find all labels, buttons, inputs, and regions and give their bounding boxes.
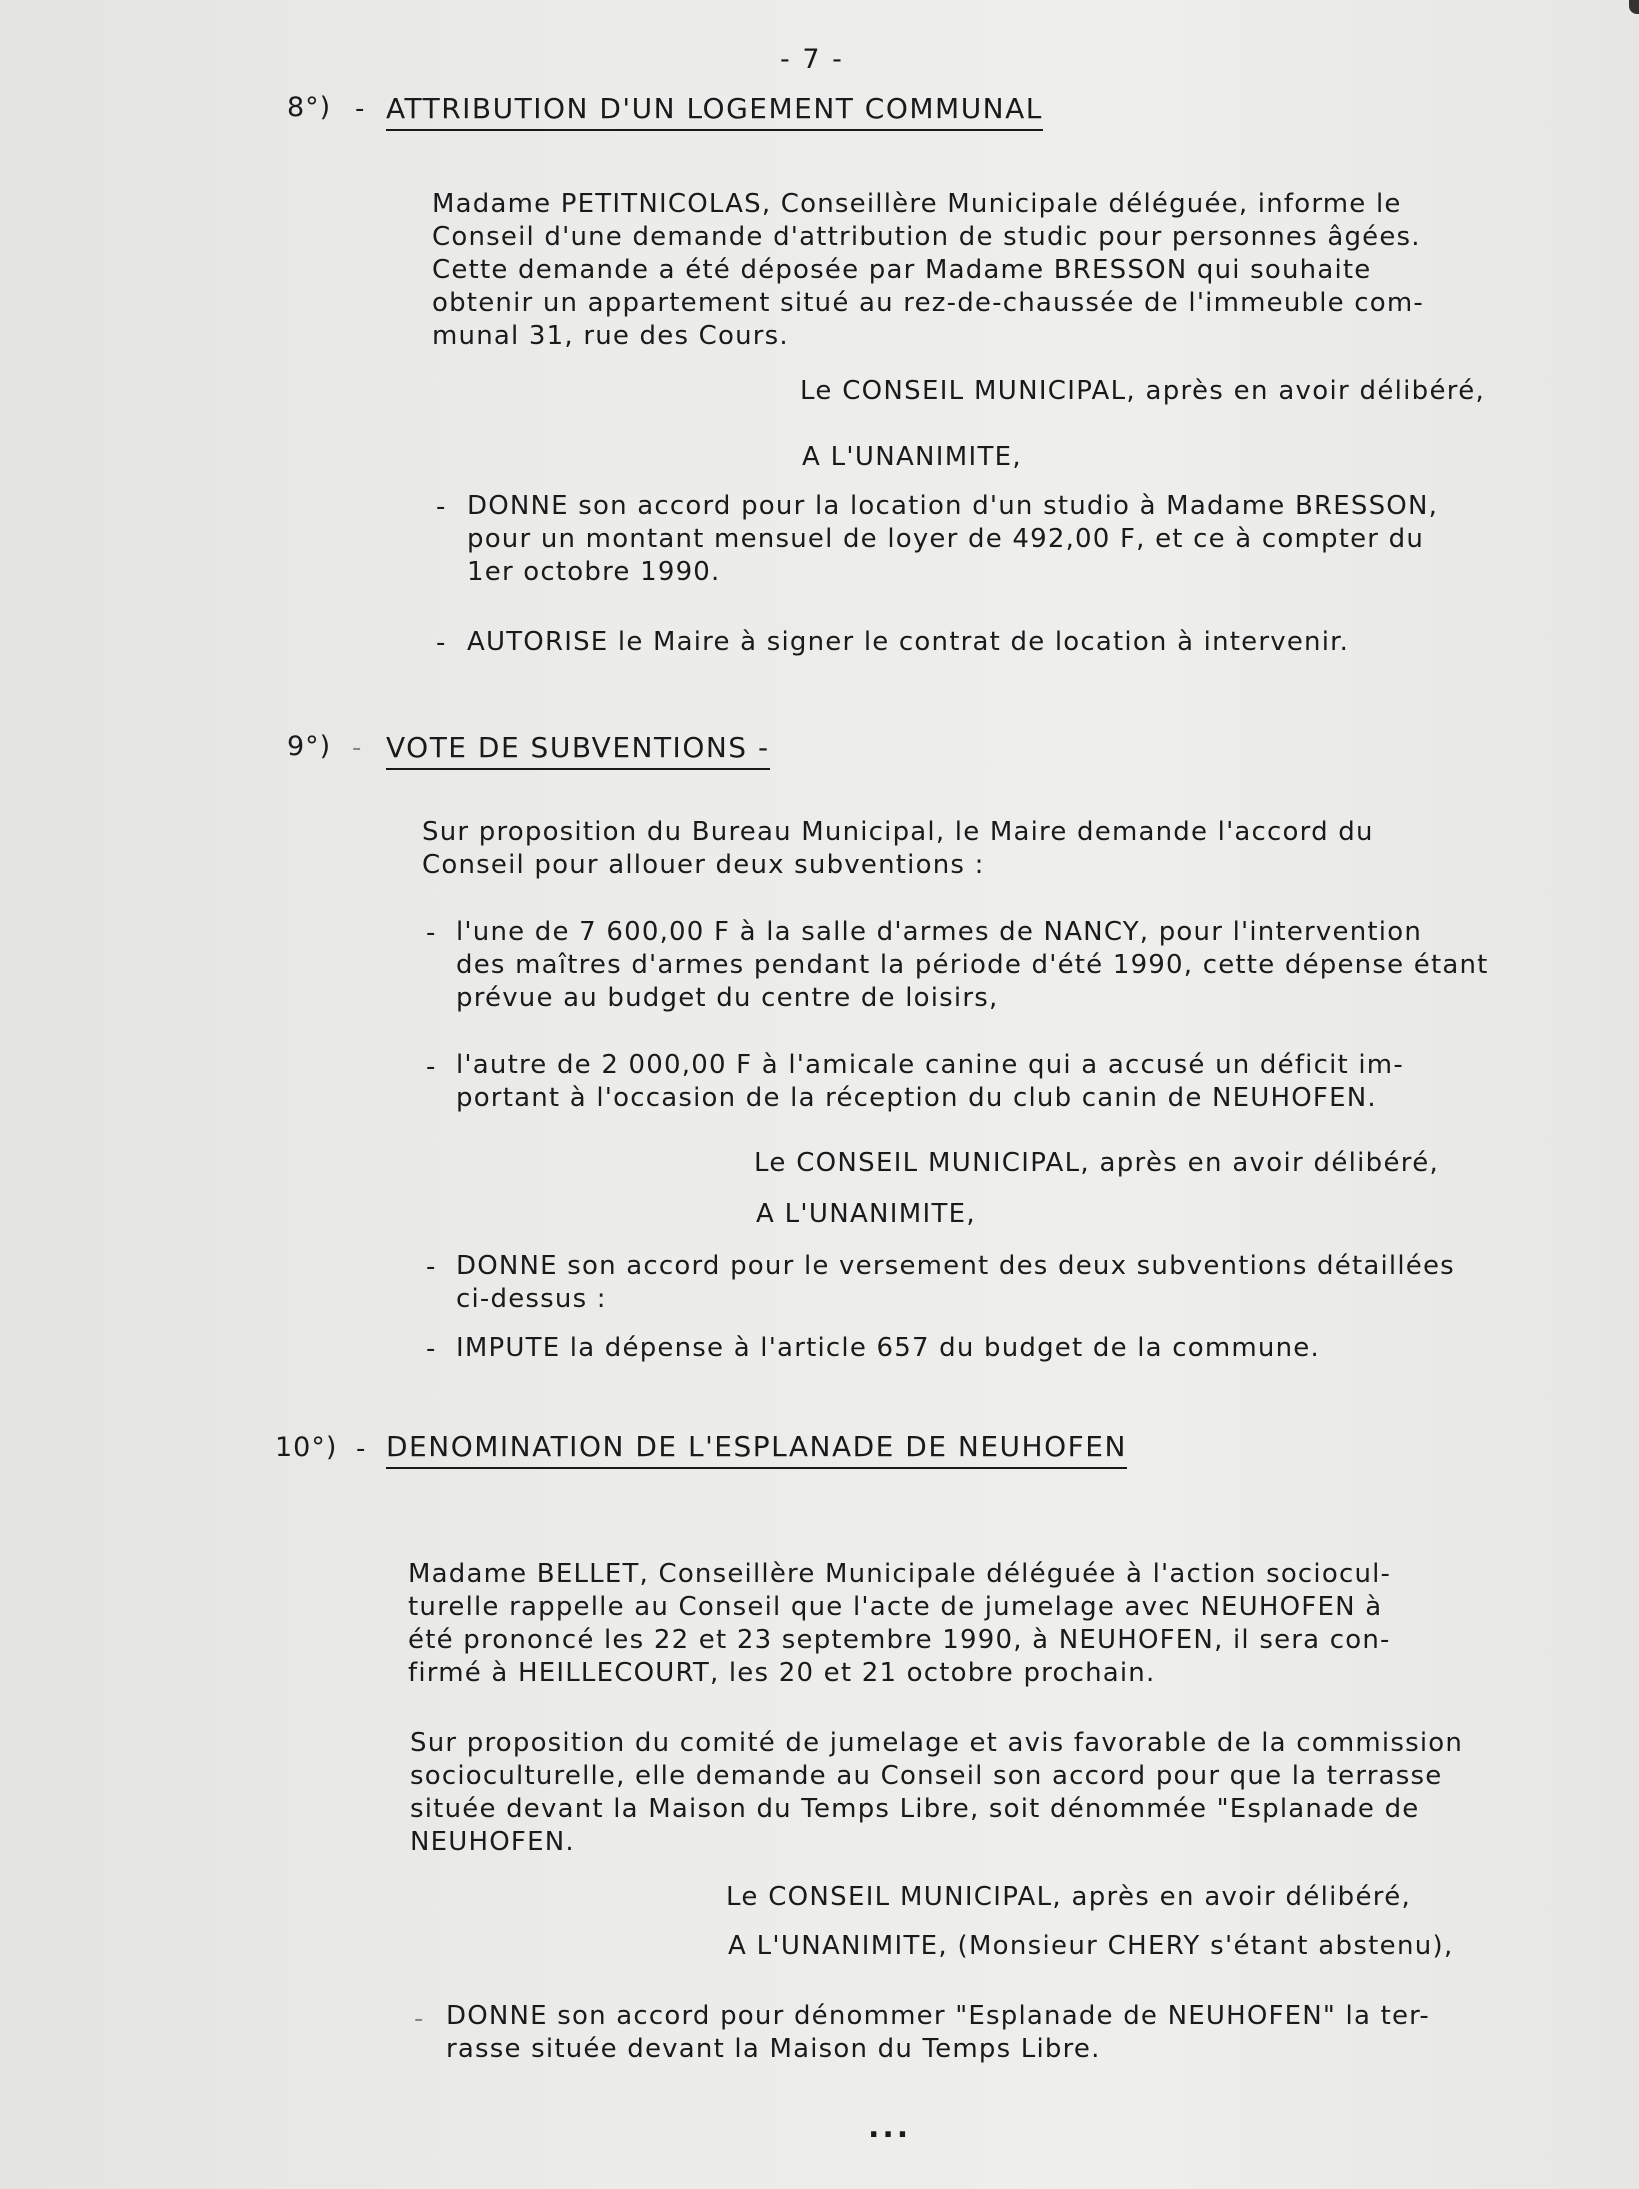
paragraph-line: socioculturelle, elle demande au Conseil son accord pour que la terrasse <box>410 1761 1443 1791</box>
bullet-dash: - <box>426 918 436 948</box>
bullet-dash: - <box>436 628 446 658</box>
section-9-decision-1 <box>456 1250 1455 1316</box>
section-10-number: 10°) <box>275 1432 338 1463</box>
bullet-dash: - <box>426 1052 436 1082</box>
section-9-item-2 <box>456 1049 1404 1115</box>
section-8-dash: - <box>355 94 365 124</box>
bullet-dash: - <box>426 1252 436 1282</box>
section-8-vote: A L'UNANIMITE, <box>802 442 1022 472</box>
item-line: des maîtres d'armes pendant la période d'été 1990, cette dépense étant <box>456 950 1489 980</box>
decision-line: DONNE son accord pour le versement des deux subventions détaillées <box>456 1251 1455 1281</box>
paragraph-line: Madame PETITNICOLAS, Conseillère Municipale déléguée, informe le <box>432 189 1402 219</box>
section-8-decision-2 <box>467 626 1349 659</box>
decision-line: 1er octobre 1990. <box>467 557 721 587</box>
decision-line: ci-dessus : <box>456 1284 607 1314</box>
section-9-council: Le CONSEIL MUNICIPAL, après en avoir délibéré, <box>754 1148 1440 1178</box>
continuation-mark: ... <box>868 2110 912 2145</box>
section-8-title: ATTRIBUTION D'UN LOGEMENT COMMUNAL <box>386 92 1043 131</box>
paragraph-line: munal 31, rue des Cours. <box>432 321 789 351</box>
decision-line: IMPUTE la dépense à l'article 657 du budget de la commune. <box>456 1333 1320 1363</box>
item-line: prévue au budget du centre de loisirs, <box>456 983 999 1013</box>
paragraph-line: firmé à HEILLECOURT, les 20 et 21 octobre prochain. <box>408 1658 1156 1688</box>
section-10-council: Le CONSEIL MUNICIPAL, après en avoir délibéré, <box>726 1882 1412 1912</box>
bullet-dash: - <box>426 1334 436 1364</box>
item-line: l'une de 7 600,00 F à la salle d'armes de NANCY, pour l'intervention <box>456 917 1422 947</box>
section-9-paragraph <box>422 816 1374 882</box>
paragraph-line: turelle rappelle au Conseil que l'acte de jumelage avec NEUHOFEN à <box>408 1592 1383 1622</box>
section-10-paragraph <box>408 1558 1391 1690</box>
paragraph-line: Cette demande a été déposée par Madame BRESSON qui souhaite <box>432 255 1372 285</box>
paragraph-line: Madame BELLET, Conseillère Municipale déléguée à l'action sociocul- <box>408 1559 1392 1589</box>
paragraph-line: située devant la Maison du Temps Libre, soit dénommée "Esplanade de <box>410 1794 1420 1824</box>
section-8-paragraph <box>432 188 1424 353</box>
paragraph-line: Sur proposition du Bureau Municipal, le Maire demande l'accord du <box>422 817 1374 847</box>
decision-line: DONNE son accord pour la location d'un studio à Madame BRESSON, <box>467 491 1439 521</box>
paragraph-line: été prononcé les 22 et 23 septembre 1990, à NEUHOFEN, il sera con- <box>408 1625 1391 1655</box>
section-9-dash: - <box>352 733 362 763</box>
section-8-number: 8°) <box>287 92 332 123</box>
paragraph-line: Sur proposition du comité de jumelage et avis favorable de la commission <box>410 1728 1464 1758</box>
decision-line: pour un montant mensuel de loyer de 492,00 F, et ce à compter du <box>467 524 1425 554</box>
item-line: l'autre de 2 000,00 F à l'amicale canine qui a accusé un déficit im- <box>456 1050 1404 1080</box>
decision-line: AUTORISE le Maire à signer le contrat de location à intervenir. <box>467 627 1350 657</box>
paragraph-line: Conseil pour allouer deux subventions : <box>422 850 985 880</box>
decision-line: rasse située devant la Maison du Temps Libre. <box>446 2034 1101 2064</box>
page-edge-mark <box>1629 0 1639 14</box>
bullet-dash: - <box>414 2004 424 2034</box>
section-9-vote: A L'UNANIMITE, <box>756 1199 976 1229</box>
section-9-title: VOTE DE SUBVENTIONS - <box>386 731 770 770</box>
section-10-paragraph-2 <box>410 1727 1463 1859</box>
decision-line: DONNE son accord pour dénommer "Esplanade de NEUHOFEN" la ter- <box>446 2001 1430 2031</box>
section-10-decision-1 <box>446 2000 1430 2066</box>
item-line: portant à l'occasion de la réception du club canin de NEUHOFEN. <box>456 1083 1377 1113</box>
bullet-dash: - <box>436 492 446 522</box>
page-number: - 7 - <box>780 44 844 75</box>
section-10-dash: - <box>356 1434 366 1464</box>
section-10-vote: A L'UNANIMITE, (Monsieur CHERY s'étant abstenu), <box>728 1931 1454 1961</box>
section-10-title: DENOMINATION DE L'ESPLANADE DE NEUHOFEN <box>386 1430 1127 1469</box>
section-9-number: 9°) <box>287 731 332 762</box>
paragraph-line: NEUHOFEN. <box>410 1827 575 1857</box>
section-8-council: Le CONSEIL MUNICIPAL, après en avoir délibéré, <box>800 376 1486 406</box>
section-9-decision-2 <box>456 1332 1320 1365</box>
paragraph-line: Conseil d'une demande d'attribution de studic pour personnes âgées. <box>432 222 1421 252</box>
paragraph-line: obtenir un appartement situé au rez-de-chaussée de l'immeuble com- <box>432 288 1425 318</box>
section-8-decision-1 <box>467 490 1438 589</box>
section-9-item-1 <box>456 916 1489 1015</box>
